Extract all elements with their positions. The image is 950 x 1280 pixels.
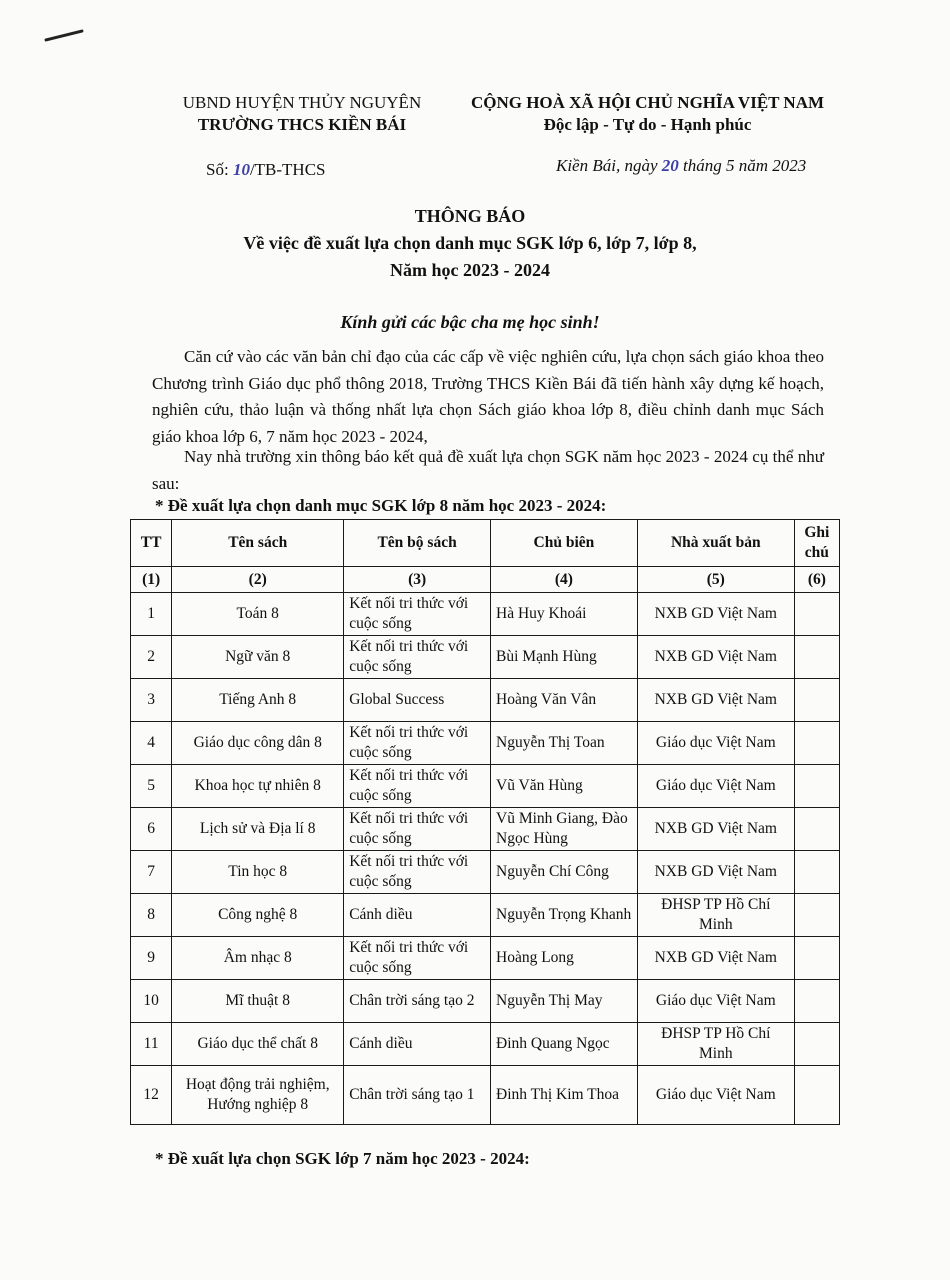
cell-ghi-chu xyxy=(794,636,839,679)
cell-ten-bo-sach: Global Success xyxy=(344,679,491,722)
cell-ten-bo-sach: Kết nối tri thức với cuộc sống xyxy=(344,808,491,851)
greeting: Kính gửi các bậc cha mẹ học sinh! xyxy=(340,312,600,332)
cell-tt: 4 xyxy=(131,722,172,765)
date-day-handwritten: 20 xyxy=(661,156,679,175)
cell-ghi-chu xyxy=(794,1023,839,1066)
textbook-table-grade8 xyxy=(130,519,840,1125)
date-suffix: tháng 5 năm 2023 xyxy=(678,156,807,175)
cell-nha-xuat-ban: NXB GD Việt Nam xyxy=(637,636,794,679)
document-number xyxy=(206,160,326,180)
header-nha-xuat-ban: Nhà xuất bản xyxy=(637,520,794,567)
cell-chu-bien: Nguyễn Thị Toan xyxy=(491,722,638,765)
cell-tt: 12 xyxy=(131,1066,172,1125)
cell-nha-xuat-ban: NXB GD Việt Nam xyxy=(637,679,794,722)
cell-ten-sach: Giáo dục thể chất 8 xyxy=(172,1023,344,1066)
table-row xyxy=(131,1023,840,1066)
cell-ten-bo-sach: Chân trời sáng tạo 1 xyxy=(344,1066,491,1125)
cell-tt: 7 xyxy=(131,851,172,894)
cell-ten-sach: Tiếng Anh 8 xyxy=(172,679,344,722)
cell-ghi-chu xyxy=(794,894,839,937)
number-cell: (5) xyxy=(637,567,794,593)
table-number-row xyxy=(131,567,840,593)
cell-tt: 8 xyxy=(131,894,172,937)
header-chu-bien: Chủ biên xyxy=(491,520,638,567)
header-tt: TT xyxy=(131,520,172,567)
national-title: CỘNG HOÀ XÃ HỘI CHỦ NGHĨA VIỆT NAM xyxy=(470,93,825,112)
cell-ten-bo-sach: Kết nối tri thức với cuộc sống xyxy=(344,765,491,808)
number-cell: (1) xyxy=(131,567,172,593)
cell-nha-xuat-ban: NXB GD Việt Nam xyxy=(637,808,794,851)
cell-ghi-chu xyxy=(794,679,839,722)
cell-tt: 2 xyxy=(131,636,172,679)
date-prefix: Kiền Bái, ngày xyxy=(556,156,662,175)
number-cell: (4) xyxy=(491,567,638,593)
cell-ten-sach: Toán 8 xyxy=(172,593,344,636)
cell-chu-bien: Bùi Mạnh Hùng xyxy=(491,636,638,679)
cell-ten-sach: Giáo dục công dân 8 xyxy=(172,722,344,765)
cell-ten-sach: Âm nhạc 8 xyxy=(172,937,344,980)
table-row xyxy=(131,636,840,679)
table-row xyxy=(131,1066,840,1125)
cell-ten-bo-sach: Chân trời sáng tạo 2 xyxy=(344,980,491,1023)
cell-tt: 6 xyxy=(131,808,172,851)
table-row xyxy=(131,937,840,980)
cell-chu-bien: Đinh Thị Kim Thoa xyxy=(491,1066,638,1125)
document-title xyxy=(170,203,770,284)
document-date xyxy=(556,156,806,176)
table-row xyxy=(131,851,840,894)
table-header-row xyxy=(131,520,840,567)
table-row xyxy=(131,980,840,1023)
number-cell: (2) xyxy=(172,567,344,593)
document-number-suffix: /TB-THCS xyxy=(249,160,326,179)
national-motto: Độc lập - Tự do - Hạnh phúc xyxy=(543,115,752,134)
cell-chu-bien: Hoàng Long xyxy=(491,937,638,980)
table-row xyxy=(131,765,840,808)
cell-chu-bien: Nguyễn Thị May xyxy=(491,980,638,1023)
cell-ghi-chu xyxy=(794,937,839,980)
issuer-school: TRƯỜNG THCS KIỀN BÁI xyxy=(197,115,407,134)
cell-chu-bien: Hà Huy Khoái xyxy=(491,593,638,636)
cell-ten-sach: Tin học 8 xyxy=(172,851,344,894)
cell-chu-bien: Vũ Văn Hùng xyxy=(491,765,638,808)
cell-tt: 10 xyxy=(131,980,172,1023)
cell-chu-bien: Nguyễn Chí Công xyxy=(491,851,638,894)
cell-ten-bo-sach: Kết nối tri thức với cuộc sống xyxy=(344,937,491,980)
table-row xyxy=(131,894,840,937)
section-heading-grade7: * Đề xuất lựa chọn SGK lớp 7 năm học 2023 - 2024: xyxy=(155,1149,530,1168)
cell-ghi-chu xyxy=(794,765,839,808)
title-line-1: THÔNG BÁO xyxy=(414,206,526,226)
header-ghi-chu: Ghi chú xyxy=(794,520,839,567)
cell-nha-xuat-ban: ĐHSP TP Hồ Chí Minh xyxy=(637,1023,794,1066)
cell-ten-bo-sach: Cánh diều xyxy=(344,1023,491,1066)
cell-nha-xuat-ban: Giáo dục Việt Nam xyxy=(637,765,794,808)
cell-nha-xuat-ban: Giáo dục Việt Nam xyxy=(637,980,794,1023)
cell-tt: 5 xyxy=(131,765,172,808)
issuer-district: UBND HUYỆN THỦY NGUYÊN xyxy=(182,93,422,112)
cell-ten-sach: Mĩ thuật 8 xyxy=(172,980,344,1023)
paragraph-basis: Căn cứ vào các văn bản chỉ đạo của các cấp về việc nghiên cứu, lựa chọn sách giáo khoa theo Chương trình Giáo dục phổ thông 2018, Trường THCS Kiền Bái đã tiến hành xây dựng kế hoạch, nghiên cứu, thảo luận và thống nhất lựa chọn Sách giáo khoa lớp 8, điều chỉnh danh mục Sách giáo khoa lớp 6, 7 năm học 2023 - 2024, xyxy=(152,347,824,446)
cell-tt: 3 xyxy=(131,679,172,722)
cell-ghi-chu xyxy=(794,722,839,765)
cell-ten-sach: Lịch sử và Địa lí 8 xyxy=(172,808,344,851)
section-heading-grade8: * Đề xuất lựa chọn danh mục SGK lớp 8 năm học 2023 - 2024: xyxy=(155,496,607,515)
cell-tt: 11 xyxy=(131,1023,172,1066)
cell-ten-bo-sach: Kết nối tri thức với cuộc sống xyxy=(344,851,491,894)
cell-ten-bo-sach: Kết nối tri thức với cuộc sống xyxy=(344,593,491,636)
table-row xyxy=(131,593,840,636)
cell-chu-bien: Vũ Minh Giang, Đào Ngọc Hùng xyxy=(491,808,638,851)
table-row xyxy=(131,722,840,765)
cell-ten-bo-sach: Kết nối tri thức với cuộc sống xyxy=(344,636,491,679)
cell-ten-sach: Khoa học tự nhiên 8 xyxy=(172,765,344,808)
cell-nha-xuat-ban: NXB GD Việt Nam xyxy=(637,851,794,894)
title-line-3: Năm học 2023 - 2024 xyxy=(390,260,550,280)
scan-pen-mark xyxy=(44,29,84,42)
header-ten-sach: Tên sách xyxy=(172,520,344,567)
title-line-2: Về việc đề xuất lựa chọn danh mục SGK lớp 6, lớp 7, lớp 8, xyxy=(243,233,697,253)
table-row xyxy=(131,679,840,722)
cell-nha-xuat-ban: NXB GD Việt Nam xyxy=(637,593,794,636)
cell-nha-xuat-ban: NXB GD Việt Nam xyxy=(637,937,794,980)
issuer-block xyxy=(152,92,452,136)
cell-ten-sach: Hoạt động trải nghiệm, Hướng nghiệp 8 xyxy=(172,1066,344,1125)
cell-ten-bo-sach: Kết nối tri thức với cuộc sống xyxy=(344,722,491,765)
paragraph-announcement: Nay nhà trường xin thông báo kết quả đề xuất lựa chọn SGK năm học 2023 - 2024 cụ thể như sau: xyxy=(152,447,824,493)
cell-chu-bien: Hoàng Văn Vân xyxy=(491,679,638,722)
cell-nha-xuat-ban: Giáo dục Việt Nam xyxy=(637,722,794,765)
document-number-handwritten: 10 xyxy=(232,160,250,179)
table-body xyxy=(131,593,840,1125)
cell-ghi-chu xyxy=(794,980,839,1023)
document-number-prefix: Số: xyxy=(206,160,233,179)
cell-nha-xuat-ban: ĐHSP TP Hồ Chí Minh xyxy=(637,894,794,937)
cell-ghi-chu xyxy=(794,1066,839,1125)
cell-nha-xuat-ban: Giáo dục Việt Nam xyxy=(637,1066,794,1125)
cell-chu-bien: Đinh Quang Ngọc xyxy=(491,1023,638,1066)
number-cell: (3) xyxy=(344,567,491,593)
header-ten-bo-sach: Tên bộ sách xyxy=(344,520,491,567)
cell-ghi-chu xyxy=(794,851,839,894)
national-motto-block xyxy=(470,92,825,136)
cell-ten-bo-sach: Cánh diều xyxy=(344,894,491,937)
number-cell: (6) xyxy=(794,567,839,593)
cell-ghi-chu xyxy=(794,808,839,851)
cell-tt: 9 xyxy=(131,937,172,980)
cell-chu-bien: Nguyễn Trọng Khanh xyxy=(491,894,638,937)
cell-tt: 1 xyxy=(131,593,172,636)
cell-ghi-chu xyxy=(794,593,839,636)
table-row xyxy=(131,808,840,851)
cell-ten-sach: Công nghệ 8 xyxy=(172,894,344,937)
cell-ten-sach: Ngữ văn 8 xyxy=(172,636,344,679)
